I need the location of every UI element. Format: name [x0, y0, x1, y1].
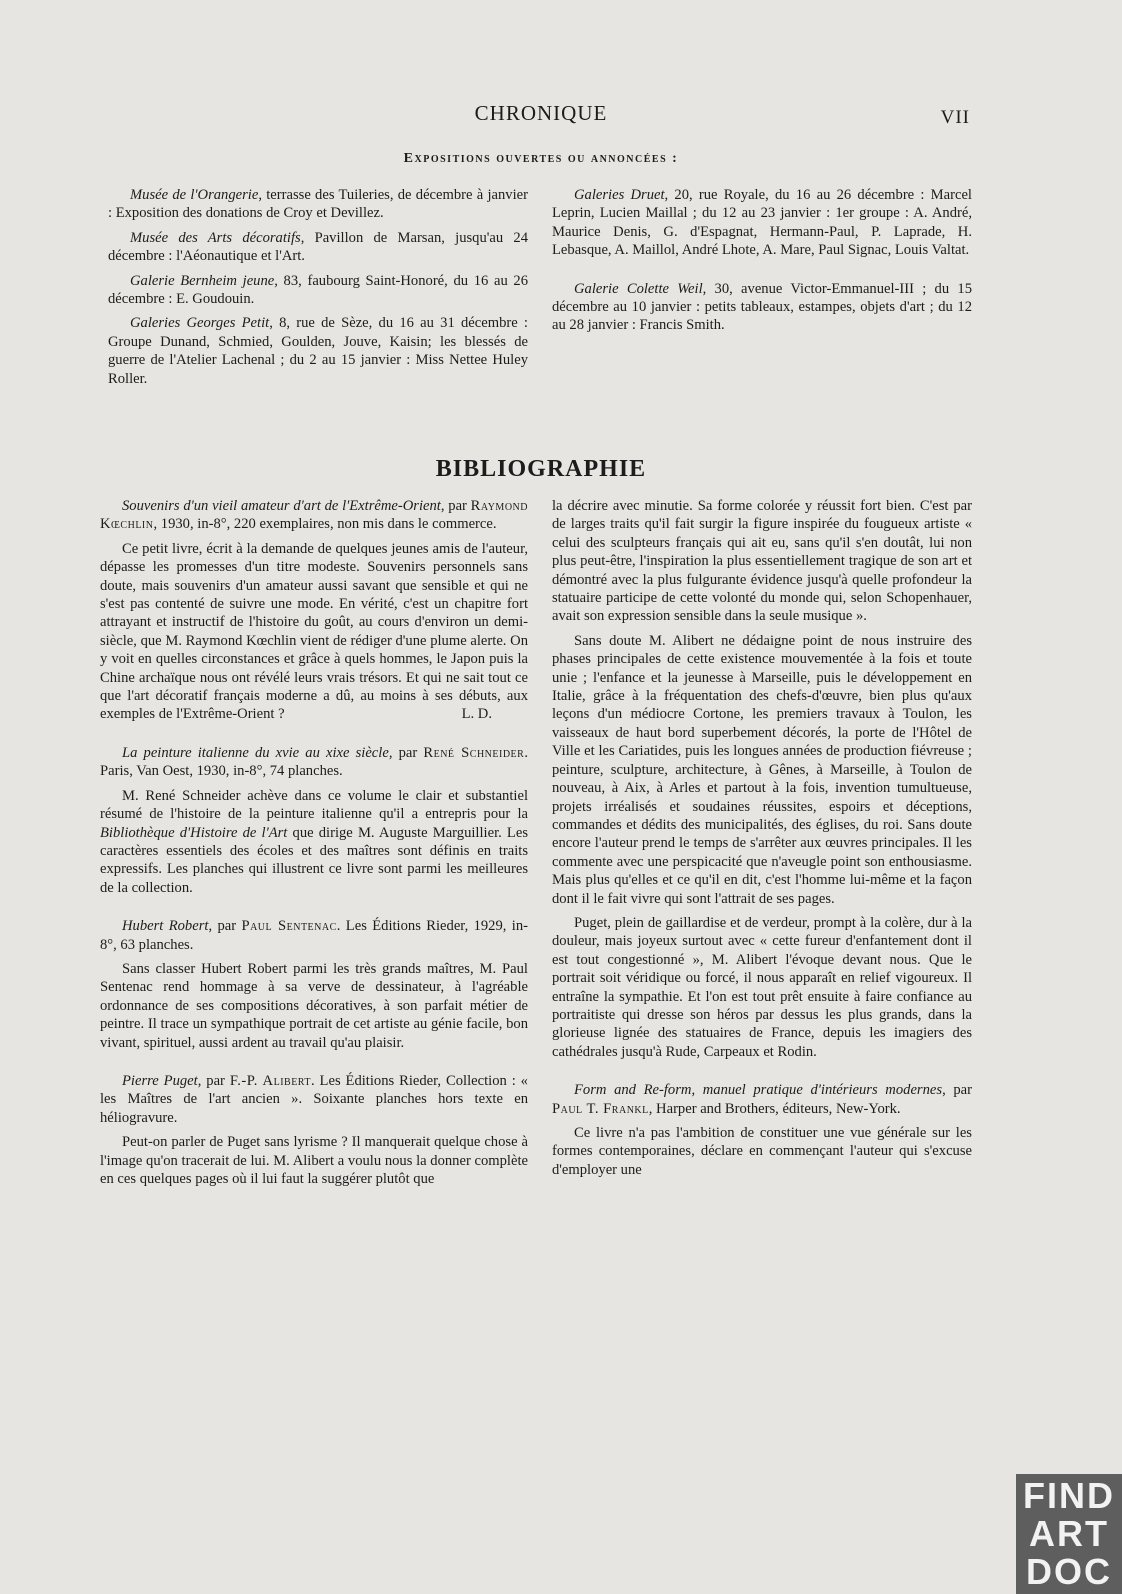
exposition-text: , 8, rue de Sèze, du 16 au 31 décembre : Groupe Dunand, Schmied, Goulden, Jouve, Kaisin; les blessés de guerre de l'Atelier Lachenal ; du 2 au 15 janvier : Miss Nettee Huley Roller.	[108, 315, 528, 387]
author-name: Paul T. Frankl	[552, 1100, 649, 1117]
author-name: René Schneider	[423, 744, 525, 761]
bibliographie-left-column	[100, 497, 528, 1194]
book-entry-header: Pierre Puget, par F.-P. Alibert. Les Éditions Rieder, Collection : « les Maîtres de l'art ancien ». Soixante planches hors texte en héliogravure.	[100, 1072, 528, 1126]
expositions-right-column	[552, 186, 972, 341]
book-title: Souvenirs d'un vieil amateur d'art de l'Extrême-Orient	[122, 498, 441, 514]
book-title: Form and Re-form, manuel pratique d'intérieurs modernes	[574, 1082, 943, 1099]
book-title: La peinture italienne du xvie au xixe siècle	[122, 744, 389, 761]
page-number: VII	[940, 107, 970, 128]
logo-line: DOC	[1026, 1551, 1112, 1592]
review-text: Puget, plein de gaillardise et de verdeur, prompt à la colère, dur à la douleur, mais joyeux surtout avec « cette fureur d'enfantement dont il est tout congestionné », M. Alibert l'évoque devant nous. Que le portrait soit véridique ou forcé, il nous apparaît en relief vigoureux. Il entraîne la sympathie. Et l'on est tout prêt ensuite à faire confiance au portraitiste qui dresse son héros par dessus les plus grands, dans la glorieuse lignée des statuaires de France, depuis les imagiers des cathédrales jusqu'à Rude, Carpeaux et Rodin.	[552, 914, 972, 1060]
book-entry-header: La peinture italienne du xvie au xixe siècle, par René Schneider. Paris, Van Oest, 1930, in-8°, 74 planches.	[100, 744, 528, 780]
exposition-text: , terrasse des Tuileries, de décembre à janvier : Exposition des donations de Croy et Devillez.	[108, 187, 528, 222]
logo-line: FIND	[1023, 1475, 1115, 1516]
review-text: Sans doute M. Alibert ne dédaigne point de nous instruire des phases principales de cette existence mouvementée à la fois et toute unie ; l'enfance et la jeunesse à Marseille, puis le développement en Italie, grâce à la fréquentation des chefs-d'œuvre, bien plus qu'aux leçons d'un médiocre Cortone, les premiers travaux à Toulon, les vaisseaux de haut bord superbement décorés, la porte de l'Hôtel de Ville et les Cariatides, puis les longues années de production fiévreuse ; peinture, sculpture, architecture, à Gênes, à Marseille, à Toulon de nouveau, à Aix, à Arles et partout à la fois, invention tumultueuse, projets irréalisés et soudaines réussites, espoirs et déceptions, commandes et dédits des municipalités, des églises, du roi. Sans doute encore l'auteur prend le temps de s'arrêter aux œuvres principales. Il les commente avec une perspicacité que n'aveugle point son enthousiasme. Mais plus qu'elles et ce qu'il en dit, c'est l'homme lui-même et la façon dont il le fait vivre qui sont l'attrait de ses pages.	[552, 632, 972, 907]
exposition-text: , 30, avenue Victor-Emmanuel-III ; du 15 décembre au 10 janvier : petits tableaux, estampes, objets d'art ; du 12 au 28 janvier : Francis Smith.	[552, 280, 972, 334]
expositions-left-column	[108, 186, 528, 394]
exposition-entry	[552, 186, 972, 260]
book-entry-header: Form and Re-form, manuel pratique d'intérieurs modernes, par Paul T. Frankl, Harper and Brothers, éditeurs, New-York.	[552, 1082, 973, 1117]
findartdoc-logo	[1016, 1474, 1122, 1594]
expositions-heading: Expositions ouvertes ou annoncées :	[403, 151, 679, 166]
venue-name: Musée des Arts décoratifs	[130, 229, 301, 246]
author-name: F.-P. Alibert	[229, 1072, 311, 1089]
review-text: Peut-on parler de Puget sans lyrisme ? Il manquerait quelque chose à l'image qu'on tracerait de lui. M. Alibert a voulu nous la donner complète en ces quelques pages où il lui faut la suggérer plutôt que	[100, 1134, 528, 1187]
review-text: Ce petit livre, écrit à la demande de quelques jeunes amis de l'auteur, dépasse les promesses d'un titre modeste. Souvenirs personnels sans doute, mais souvenirs d'un amateur aussi savant que sensible et qui ne s'est pas contenté de suivre une mode. En vérité, c'est un chapitre fort attrayant et instructif de l'histoire du goût, au cours d'environ un demi-siècle, que M. Raymond Kœchlin vient de rédiger d'une plume alerte. On y voit en quelles circonstances et grâce à quels hommes, le Japon puis la Chine archaïque nous ont révélé leurs vrais trésors. Et qui ne sait tout ce que l'art décoratif français moderne a dû, au moins à ses débuts, aux exemples de l'Extrême-Orient ? L. D.	[100, 540, 528, 723]
author-name: Paul Sentenac	[241, 918, 337, 935]
venue-name: Galerie Colette Weil	[574, 280, 703, 297]
book-entry-header: Hubert Robert, par Paul Sentenac. Les Éditions Rieder, 1929, in-8°, 63 planches.	[100, 918, 528, 953]
exposition-entry	[108, 272, 528, 309]
review-text: M. René Schneider achève dans ce volume le clair et substantiel résumé de l'histoire de la peinture italienne qu'il a entrepris pour la Bibliothèque d'Histoire de l'Art que dirige M. Auguste Marguillier. Les caractères essentiels des écoles et des maîtres sont définis en traits expressifs. Les planches qui illustrent ce livre sont parmi les meilleures de la collection.	[100, 787, 528, 896]
review-text: Sans classer Hubert Robert parmi les très grands maîtres, M. Paul Sentenac rend hommage à sa verve de dessinateur, à l'agréable ordonnance de ses compositions décoratives, à son parfait métier de peintre. Il trace un sympathique portrait de cet artiste au génie facile, bon vivant, spirituel, aussi ardent au travail qu'au plaisir.	[100, 960, 528, 1051]
section-title-bibliographie: BIBLIOGRAPHIE	[435, 456, 647, 482]
book-title: Pierre Puget	[122, 1072, 198, 1089]
exposition-entry	[108, 229, 528, 266]
exposition-text: , Pavillon de Marsan, jusqu'au 24 décembre : l'Aéonautique et l'Art.	[108, 229, 529, 265]
exposition-entry	[108, 186, 528, 223]
running-title: CHRONIQUE	[474, 101, 608, 125]
reviewer-signature: L. D.	[461, 706, 492, 723]
venue-name: Musée de l'Orangerie	[130, 187, 259, 203]
author-name: Raymond Kœchlin	[100, 498, 528, 533]
bibliographie-right-column	[552, 497, 972, 1185]
series-title: Bibliothèque d'Histoire de l'Art	[100, 824, 288, 841]
venue-name: Galeries Georges Petit	[130, 315, 270, 332]
exposition-text: , 83, faubourg Saint-Honoré, du 16 au 26 décembre : E. Goudouin.	[108, 272, 529, 308]
venue-name: Galerie Bernheim jeune	[130, 272, 275, 289]
exposition-entry	[552, 280, 972, 335]
book-title: Hubert Robert	[122, 918, 209, 935]
venue-name: Galeries Druet	[574, 187, 665, 203]
exposition-entry	[108, 314, 528, 388]
exposition-text: , 20, rue Royale, du 16 au 26 décembre : Marcel Leprin, Lucien Maillal ; du 12 au 23 janvier : 1er groupe : A. André, Maurice Denis, G. d'Espagnat, Hermann-Paul, P. Laprade, H. Lebasque, A. Maillol, André Lhote, A. Mare, Paul Signac, Louis Valtat.	[552, 187, 972, 259]
review-text: Ce livre n'a pas l'ambition de constituer une vue générale sur les formes contemporaines, déclare en commençant l'auteur qui s'excuse d'employer une	[552, 1125, 972, 1178]
logo-line: ART	[1029, 1513, 1109, 1554]
review-text: la décrire avec minutie. Sa forme colorée y réussit fort bien. C'est par de larges traits qu'il fait surgir la figure inspirée du fougueux artiste « celui des sculpteurs français qui ait eu, sans qu'il s'en doutât, lui non plus peut-être, l'inspiration la plus essentiellement tragique de son art et démontré avec la plus fulgurante évidence jusqu'à quelle profondeur la statuaire participe de cette volonté du monde qui, selon Schopenhauer, avait son expression sensible dans la seule musique ».	[552, 498, 972, 625]
book-entry-header: Souvenirs d'un vieil amateur d'art de l'Extrême-Orient, par Raymond Kœchlin, 1930, in-8°, 220 exemplaires, non mis dans le commerce.	[100, 498, 528, 533]
